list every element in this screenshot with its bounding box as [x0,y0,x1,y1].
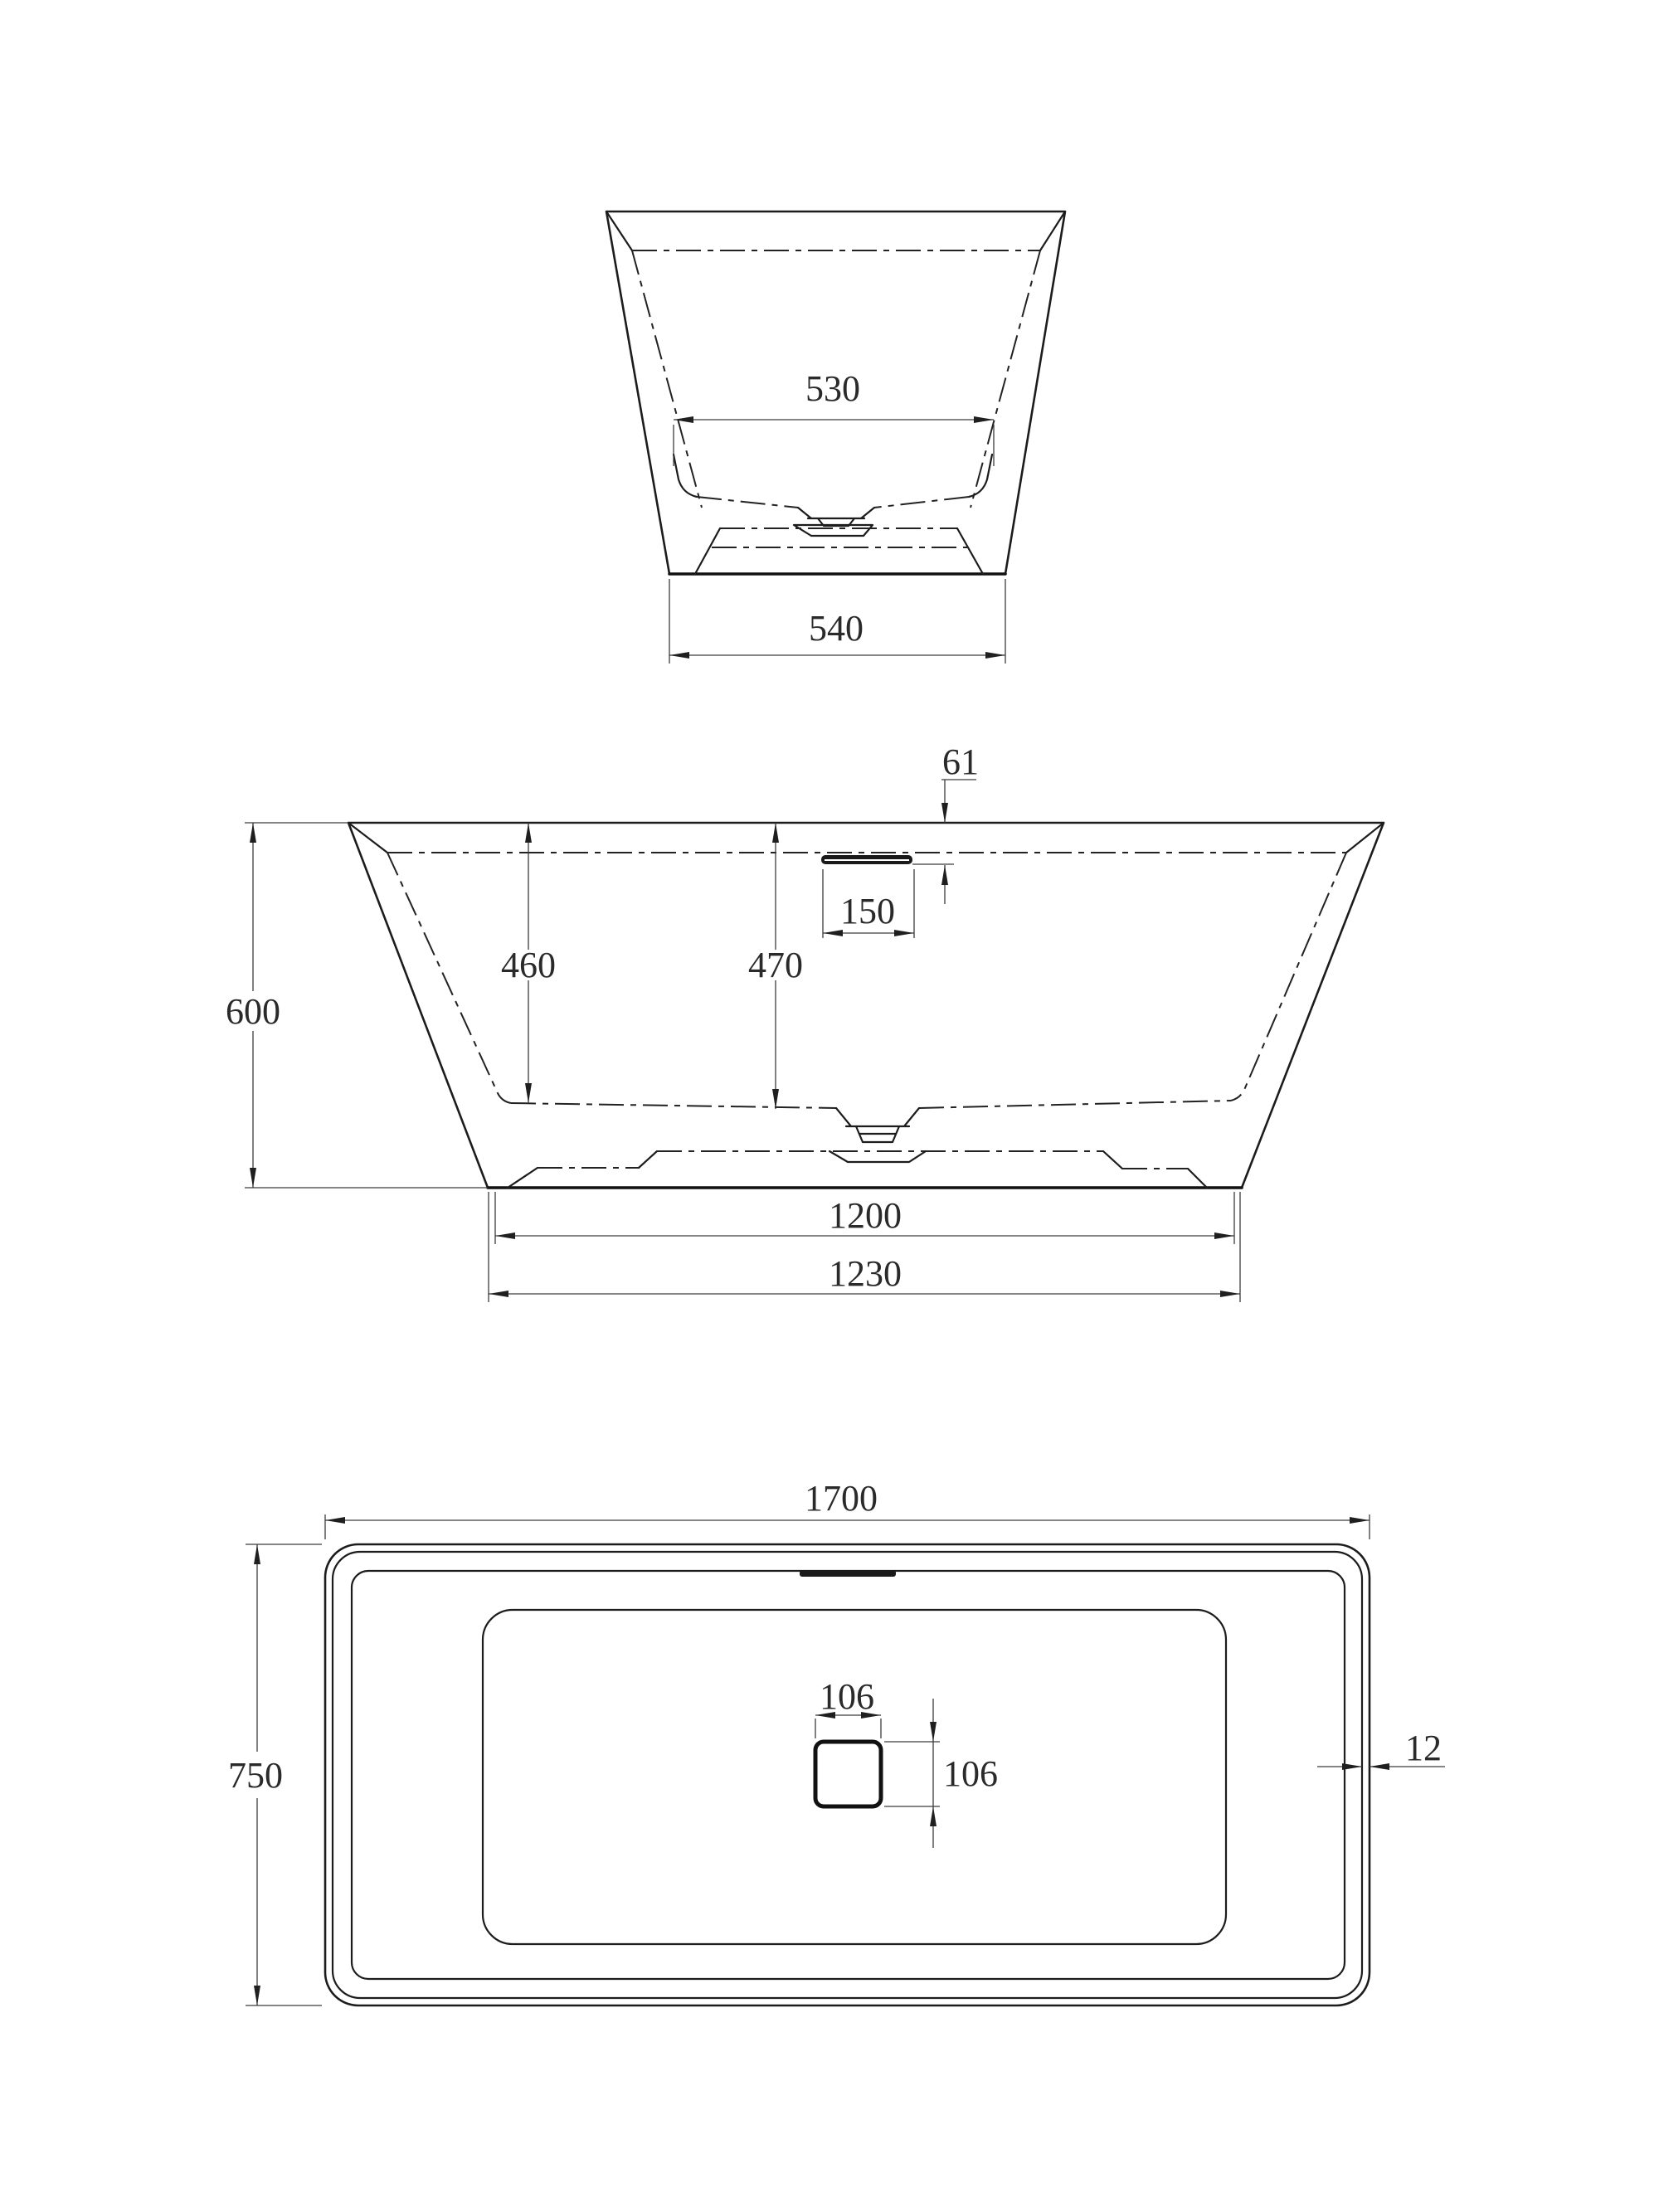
dim-depth-inner [501,823,556,1103]
end-drain-funnel [798,508,874,526]
dim-150-label: 150 [840,891,895,931]
dim-1200-label: 1200 [829,1195,902,1236]
dim-drain-width [884,1699,998,1848]
end-basin-floor-lines [697,497,969,508]
plan-inner-rim-edge [352,1571,1345,1979]
dim-61-label: 61 [942,741,979,782]
dim-12-label: 12 [1405,1728,1442,1768]
dim-540-label: 540 [809,608,864,649]
side-drain-funnel [836,1108,919,1142]
side-plinth-hidden-lines [538,1151,1188,1169]
dim-600-label: 600 [226,991,280,1032]
dim-overall-height [226,823,488,1188]
end-plinth-hidden-lines [712,528,967,547]
dim-overall-length [325,1478,1370,1539]
dim-1700-label: 1700 [805,1478,878,1519]
dim-1230-label: 1230 [829,1253,902,1294]
dim-overflow-width [823,869,914,938]
end-rim-chamfers [606,211,1065,250]
dim-drain-length [815,1676,881,1738]
plan-view [228,1478,1445,2005]
plan-basin-floor-edge [483,1610,1226,1944]
plan-overflow-marker [800,1570,896,1577]
end-basin-right-wall [969,455,992,497]
side-plinth-steps [508,1151,1207,1188]
dim-rim-lip-thickness [1317,1728,1445,1770]
dim-overall-width [228,1544,322,2005]
dim-750-label: 750 [228,1755,283,1796]
dim-base-width [669,579,1005,664]
dim-470-label: 470 [748,945,803,985]
plan-drain-outline [815,1742,881,1806]
dim-basin-floor-width [674,368,994,466]
side-basin-floor-lines [511,1101,1231,1108]
dim-530-label: 530 [805,368,860,409]
plan-outer-rim-edge [325,1544,1370,2005]
side-drain-flange [830,1151,926,1162]
dim-460-label: 460 [501,945,556,985]
dim-106-horizontal-label: 106 [820,1676,874,1717]
dim-depth-center [748,823,803,1109]
side-rim-chamfers [348,823,1384,853]
side-overflow-slot [821,855,912,864]
side-elevation-view [226,741,1384,1302]
dim-base-length [495,1192,1234,1244]
dim-106-vertical-label: 106 [943,1753,998,1794]
end-elevation-view [606,211,1065,664]
